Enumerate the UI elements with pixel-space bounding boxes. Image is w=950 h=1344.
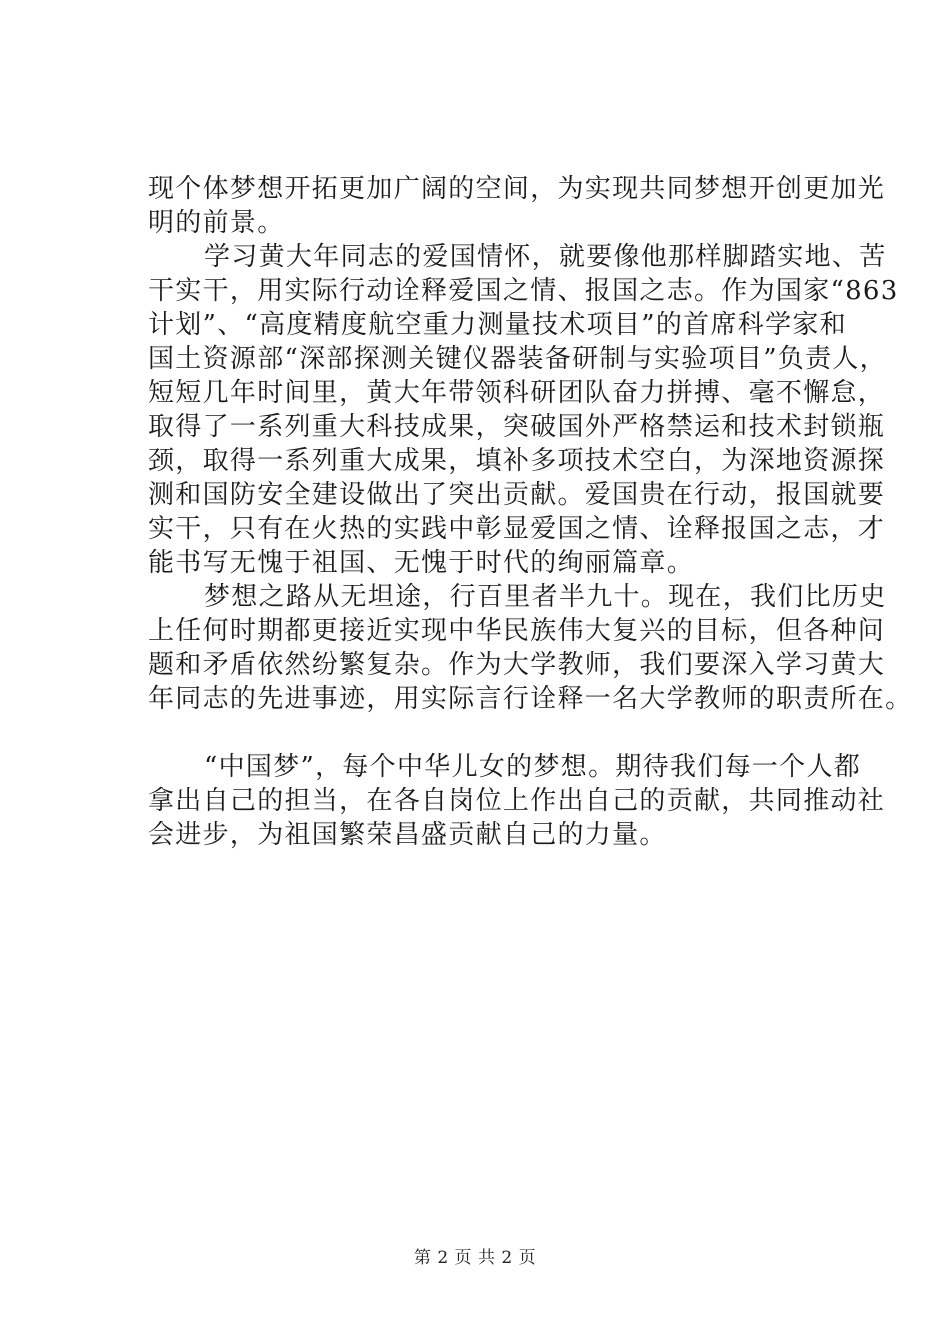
paragraph-3-line-1: 梦想之路从无坦途，行百里者半九十。现在，我们比历史 bbox=[204, 582, 887, 612]
paragraph-3-line-4: 年同志的先进事迹，用实际言行诠释一名大学教师的职责所在。 bbox=[148, 684, 913, 714]
paragraph-4-line-2: 拿出自己的担当，在各自岗位上作出自己的贡献，共同推动社 bbox=[148, 786, 886, 816]
paragraph-2-line-1: 学习黄大年同志的爱国情怀，就要像他那样脚踏实地、苦 bbox=[204, 242, 887, 272]
paragraph-2-line-3: 计划”、“高度精度航空重力测量技术项目”的首席科学家和 bbox=[148, 310, 847, 340]
paragraph-2-line-4: 国土资源部“深部探测关键仪器装备研制与实验项目”负责人， bbox=[148, 344, 887, 374]
paragraph-4-line-3: 会进步，为祖国繁荣昌盛贡献自己的力量。 bbox=[148, 820, 667, 850]
paragraph-2-line-7: 颈，取得一系列重大成果，填补多项技术空白，为深地资源探 bbox=[148, 446, 886, 476]
page-number-footer: 第 2 页 共 2 页 bbox=[413, 1248, 537, 1268]
document-body bbox=[148, 172, 913, 852]
paragraph-1-line-1: 现个体梦想开拓更加广阔的空间，为实现共同梦想开创更加光 bbox=[148, 174, 886, 204]
paragraph-2-line-5: 短短几年时间里，黄大年带领科研团队奋力拼搏、毫不懈怠， bbox=[148, 378, 886, 408]
paragraph-3-line-3: 题和矛盾依然纷繁复杂。作为大学教师，我们要深入学习黄大 bbox=[148, 650, 886, 680]
paragraph-2-line-2: 干实干，用实际行动诠释爱国之情、报国之志。作为国家“863 bbox=[148, 276, 899, 306]
paragraph-4-line-1: “中国梦”，每个中华儿女的梦想。期待我们每一个人都 bbox=[204, 752, 862, 782]
paragraph-2-line-8: 测和国防安全建设做出了突出贡献。爱国贵在行动，报国就要 bbox=[148, 480, 886, 510]
paragraph-3-line-2: 上任何时期都更接近实现中华民族伟大复兴的目标，但各种问 bbox=[148, 616, 886, 646]
paragraph-2-line-10: 能书写无愧于祖国、无愧于时代的绚丽篇章。 bbox=[148, 548, 695, 578]
paragraph-2-line-6: 取得了一系列重大科技成果，突破国外严格禁运和技术封锁瓶 bbox=[148, 412, 886, 442]
paragraph-gap bbox=[148, 716, 853, 750]
paragraph-2-line-9: 实干，只有在火热的实践中彰显爱国之情、诠释报国之志，才 bbox=[148, 514, 886, 544]
paragraph-1-line-2: 明的前景。 bbox=[148, 208, 285, 238]
